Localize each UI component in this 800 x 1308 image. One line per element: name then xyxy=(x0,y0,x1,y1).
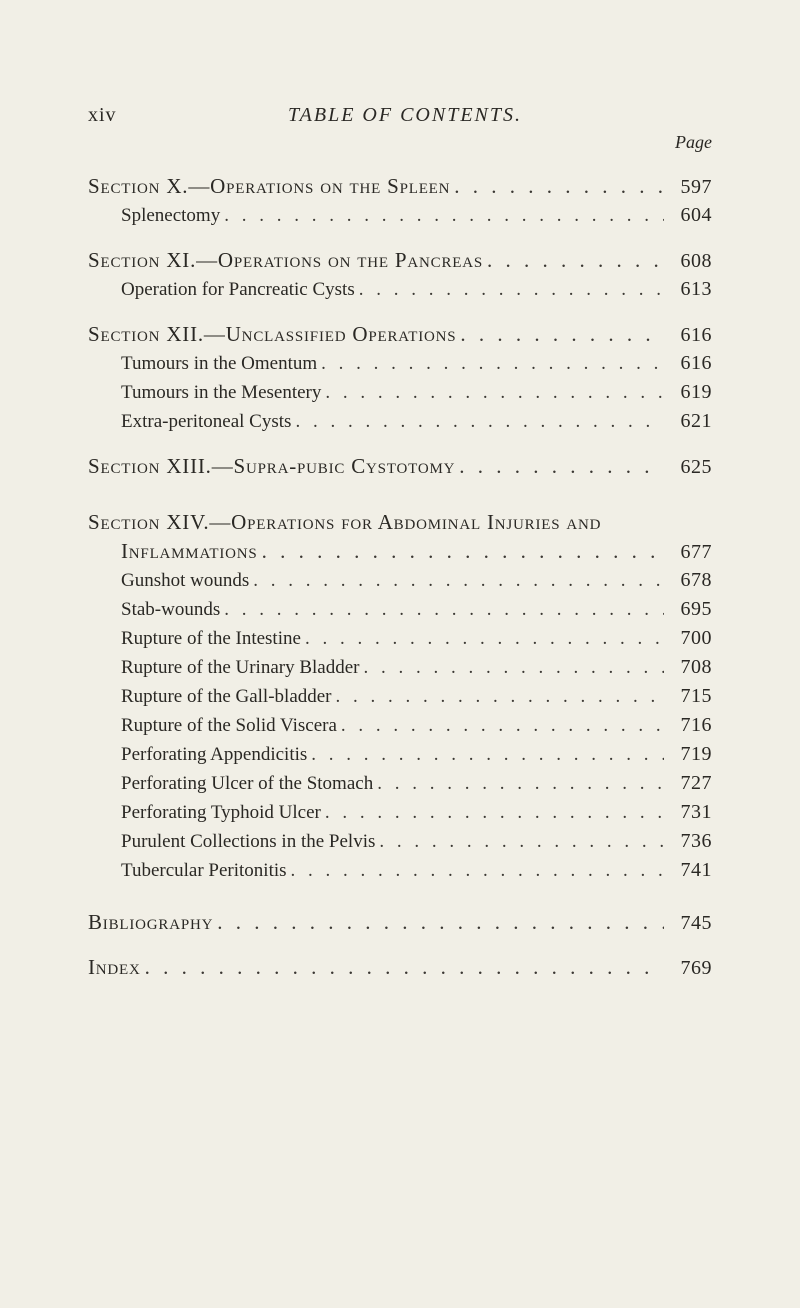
toc-entry-page: 700 xyxy=(680,627,712,649)
toc-entry xyxy=(88,740,712,769)
toc-section-heading-page: 769 xyxy=(680,957,712,979)
toc-section-heading xyxy=(88,908,712,937)
toc-entry-page: 736 xyxy=(680,830,712,852)
toc-section-heading-title: Section XII.—Unclassified Operations xyxy=(88,322,457,346)
toc-entry-page: 708 xyxy=(680,656,712,678)
toc-section-heading-cont-title: Inflammations xyxy=(121,539,258,563)
toc-entry xyxy=(88,201,712,230)
toc-entry-title: Perforating Ulcer of the Stomach xyxy=(121,773,374,794)
dot-leader xyxy=(311,740,664,769)
toc-entry-title: Rupture of the Urinary Bladder xyxy=(121,657,360,678)
toc-entry-title: Perforating Appendicitis xyxy=(121,744,308,765)
dot-leader xyxy=(305,624,664,653)
dot-leader xyxy=(224,595,664,624)
toc-entry-page: 715 xyxy=(680,685,712,707)
toc-entry-title: Perforating Typhoid Ulcer xyxy=(121,802,321,823)
dot-leader xyxy=(253,566,664,595)
running-title: TABLE OF CONTENTS. xyxy=(288,104,522,126)
toc-entry xyxy=(88,769,712,798)
toc-section-heading xyxy=(88,452,712,481)
running-head xyxy=(88,104,710,130)
dot-leader xyxy=(295,407,664,436)
toc-entry-title: Tumours in the Omentum xyxy=(121,353,318,374)
dot-leader xyxy=(224,201,664,230)
toc-entry-page: 741 xyxy=(680,859,712,881)
toc-entry-title: Stab-wounds xyxy=(121,599,221,620)
dot-leader xyxy=(325,798,664,827)
toc-entry-title: Tumours in the Mesentery xyxy=(121,382,322,403)
toc-entry-title: Purulent Collections in the Pelvis xyxy=(121,831,376,852)
toc-entry xyxy=(88,275,712,304)
toc-entry-page: 678 xyxy=(680,569,712,591)
toc-section-heading-title: Section XI.—Operations on the Pancreas xyxy=(88,248,484,272)
table-of-contents xyxy=(88,156,712,982)
dot-leader xyxy=(460,320,664,349)
toc-section-heading xyxy=(88,953,712,982)
toc-entry-page: 613 xyxy=(680,278,712,300)
toc-entry-title: Rupture of the Intestine xyxy=(121,628,301,649)
toc-entry xyxy=(88,653,712,682)
dot-leader xyxy=(359,275,664,304)
toc-section-heading-title: Section XIII.—Supra-pubic Cystotomy xyxy=(88,454,456,478)
toc-entry-page: 695 xyxy=(680,598,712,620)
toc-entry xyxy=(88,711,712,740)
dot-leader xyxy=(454,172,664,201)
page-column-heading: Page xyxy=(675,132,712,152)
toc-entry xyxy=(88,682,712,711)
dot-leader xyxy=(262,537,664,566)
toc-entry-title: Tubercular Peritonitis xyxy=(121,860,287,881)
toc-section-heading xyxy=(88,246,712,275)
dot-leader xyxy=(459,452,664,481)
dot-leader xyxy=(379,827,664,856)
toc-entry-page: 604 xyxy=(680,204,712,226)
toc-entry-page: 719 xyxy=(680,743,712,765)
toc-entry xyxy=(88,378,712,407)
dot-leader xyxy=(217,908,664,937)
toc-entry xyxy=(88,595,712,624)
dot-leader xyxy=(325,378,664,407)
toc-entry-page: 621 xyxy=(680,410,712,432)
toc-entry xyxy=(88,349,712,378)
toc-entry-page: 727 xyxy=(680,772,712,794)
toc-section-heading xyxy=(88,508,712,537)
toc-entry xyxy=(88,624,712,653)
dot-leader xyxy=(291,856,664,885)
toc-section-heading-page: 745 xyxy=(680,912,712,934)
toc-section-heading-page: 625 xyxy=(680,456,712,478)
dot-leader xyxy=(341,711,664,740)
dot-leader xyxy=(363,653,664,682)
toc-section-heading-title: Section X.—Operations on the Spleen xyxy=(88,174,451,198)
toc-entry-title: Splenectomy xyxy=(121,205,221,226)
toc-section-heading-page: 597 xyxy=(680,176,712,198)
toc-entry xyxy=(88,827,712,856)
toc-section-heading-title: Bibliography xyxy=(88,910,214,934)
toc-entry xyxy=(88,566,712,595)
toc-section-heading xyxy=(88,172,712,201)
dot-leader xyxy=(377,769,664,798)
toc-entry-page: 716 xyxy=(680,714,712,736)
toc-entry-title: Rupture of the Gall-bladder xyxy=(121,686,332,707)
toc-entry-title: Extra-peritoneal Cysts xyxy=(121,411,292,432)
dot-leader xyxy=(487,246,664,275)
toc-section-heading-cont xyxy=(88,537,712,566)
dot-leader xyxy=(321,349,664,378)
toc-section-heading xyxy=(88,320,712,349)
toc-section-heading-page: 608 xyxy=(680,250,712,272)
page-number: xiv xyxy=(88,104,117,126)
toc-entry-page: 616 xyxy=(680,352,712,374)
dot-leader xyxy=(145,953,664,982)
toc-section-heading-page: 616 xyxy=(680,324,712,346)
toc-entry-title: Rupture of the Solid Viscera xyxy=(121,715,337,736)
toc-section-heading-title: Section XIV.—Operations for Abdominal Injuries and xyxy=(88,510,602,534)
toc-section-heading-title: Index xyxy=(88,955,141,979)
toc-section-heading-cont-page: 677 xyxy=(680,541,712,563)
dot-leader xyxy=(336,682,664,711)
toc-entry-page: 619 xyxy=(680,381,712,403)
toc-entry-title: Operation for Pancreatic Cysts xyxy=(121,279,355,300)
toc-entry xyxy=(88,407,712,436)
toc-entry-title: Gunshot wounds xyxy=(121,570,250,591)
toc-entry-page: 731 xyxy=(680,801,712,823)
toc-entry xyxy=(88,798,712,827)
toc-entry xyxy=(88,856,712,885)
